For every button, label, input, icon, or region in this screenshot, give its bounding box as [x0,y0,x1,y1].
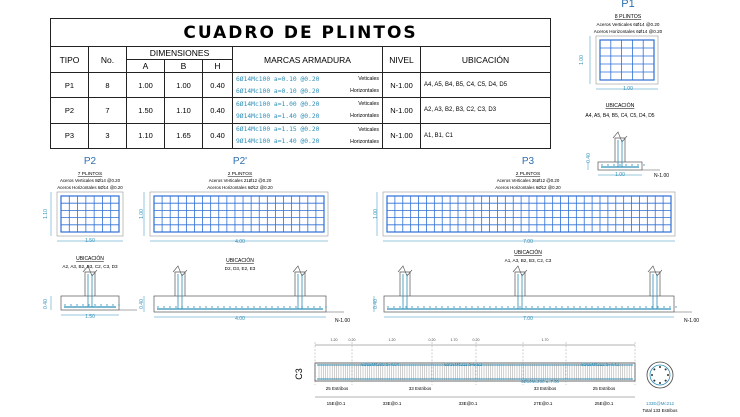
rebar-dot [325,306,326,307]
rebar-dot [163,306,164,307]
rebar-mesh-border [61,196,119,232]
p2-section [51,266,137,315]
p1-sec-side: 0.40 [586,153,592,163]
p2-ubic-title: UBICACIÓN [76,256,104,262]
header-h: H [203,60,233,73]
rebar-dot [76,304,77,305]
header-marcas: MARCAS ARMADURA [233,47,383,73]
marca-kind-horizontal: Horizontales [350,138,379,145]
rebar-dot [615,306,616,307]
column-stub [615,138,625,162]
row-h: 0.40 [203,73,233,98]
column-stub [515,272,525,296]
row-ubicacion: A2, A3, B2, B3, C2, C3, D3 [421,98,551,123]
rebar-dot [645,306,646,307]
row-no: 3 [89,123,127,148]
row-no: 7 [89,98,127,123]
rebar-dot [639,306,640,307]
rebar-dot [393,306,394,307]
longitudinal-bar [653,380,655,382]
rebar-dot [525,306,526,307]
column-stub [85,272,95,296]
p3-ubic: A1, A3, B2, B3, C2, C3 [504,258,552,263]
row-nivel: N-1.00 [383,73,421,98]
footing-outline [57,192,123,236]
p2-ubic: A2, A3, B2, B3, C2, C3, D3 [62,264,118,269]
rebar-dot [465,306,466,307]
p2prime-ubic: D2, D3, E2, E3 [224,266,256,271]
beam-marca-bottom-2: 6Ø16Mc208 a=7.50 [521,379,559,384]
rebar-dot [625,164,626,165]
rebar-dot [633,306,634,307]
rebar-dot [112,304,113,305]
beam-top-dim: 1.70 [541,338,549,342]
p2prime-dim-side: 1.00 [139,209,145,219]
rebar-dot [573,306,574,307]
marca-kind-vertical: Veticales [358,126,379,133]
rebar-dot [531,306,532,307]
rebar-dot [435,306,436,307]
beam-estribos-4: 25 Estribos [592,386,616,391]
rebar-mesh-border [600,40,654,80]
rebar-dot [579,306,580,307]
rebar-dot [609,306,610,307]
p1-level: N-1.00 [654,173,670,179]
p3-title: P3 [521,156,535,167]
beam-marca-top-2: 6Ø16Mc212 a=4.42 [581,362,619,367]
row-h: 0.40 [203,123,233,148]
rebar-dot [471,306,472,307]
rebar-dot [70,304,71,305]
footing-outline [150,192,328,236]
marca-horizontal: 6Ø14Mc100 a=0.10 @0.20 [236,87,320,95]
marca-vertical: 6Ø14Mc100 a=1.00 @0.20 [236,100,320,108]
marca-kind-horizontal: Horizontales [350,88,379,95]
beam-stirrup-mark: 133E@Mc212 [646,401,674,406]
longitudinal-bar [665,368,667,370]
rebar-dot [82,304,83,305]
beam-top-dim: 0.20 [348,338,356,342]
p2-note-horizontal: Aceros Horizontales 6Ø14 @0.20 [57,185,123,190]
p3-sec-bottom: 7.00 [523,316,533,322]
footing-section-outline [598,162,642,170]
marca-kind-horizontal: Horizontales [350,113,379,120]
beam-bottom-dim-1: 15E@0.1 [326,401,346,406]
beam-estribos-1: 25 Estribos [325,386,349,391]
rebar-dot [94,304,95,305]
rebar-dot [205,306,206,307]
p2-dim-bottom: 1.50 [85,238,95,244]
rebar-dot [417,306,418,307]
rebar-dot [423,306,424,307]
footing-section-outline [61,296,119,310]
p3-note-vertical: Aceros Verticales 36Ø12 @0.20 [496,178,560,183]
rebar-dot [603,306,604,307]
rebar-dot [313,306,314,307]
p1-ubic-title: UBICACIÓN [605,103,635,109]
rebar-dot [157,306,158,307]
marca-kind-vertical: Veticales [358,101,379,108]
p2prime-level: N-1.00 [335,318,351,324]
rebar-dot [253,306,254,307]
rebar-dot [489,306,490,307]
rebar-dot [429,306,430,307]
table-title: CUADRO DE PLINTOS [51,19,551,47]
beam-top-dim: 0.20 [472,338,480,342]
rebar-dot [235,306,236,307]
row-no: 8 [89,73,127,98]
header-dimensiones: DIMENSIONES [127,47,233,60]
row-nivel: N-1.00 [383,98,421,123]
row-b: 1.10 [165,98,203,123]
rebar-dot [88,304,89,305]
rebar-dot [106,304,107,305]
rebar-dot [289,306,290,307]
p2prime-sec-bottom: 4.00 [235,316,245,322]
p2-sec-bottom: 1.50 [85,314,95,320]
footing-outline [596,36,658,84]
p2prime-sec-side: 0.40 [139,299,145,309]
rebar-dot [519,306,520,307]
beam-bottom-dim-4: 27E@0.1 [533,401,553,406]
rebar-dot [601,164,602,165]
p2-note-vertical: Aceros Verticales 8Ø14 @0.20 [59,178,121,183]
longitudinal-bar [667,374,669,376]
rebar-dot [447,306,448,307]
beam-top-dim: 1.20 [330,338,338,342]
header-ubicacion: UBICACIÓN [421,47,551,73]
p3-level: N-1.00 [684,318,700,324]
header-b: B [165,60,203,73]
rebar-dot [295,306,296,307]
column-stub [400,272,410,296]
header-a: A [127,60,165,73]
row-a: 1.10 [127,123,165,148]
rebar-dot [229,306,230,307]
beam-bottom-dim-3: 33E@0.1 [458,401,478,406]
beam-estribos-2: 33 Estribos [408,386,432,391]
rebar-dot [217,306,218,307]
p1-ubic: A4, A5, B4, B5, C4, C5, D4, D5 [585,113,655,119]
rebar-dot [663,306,664,307]
p1-note-horizontal: Aceros Horizontales 6Ø14 @0.20 [593,29,663,34]
row-tipo: P1 [51,73,89,98]
rebar-dot [483,306,484,307]
p2-title: P2 [83,156,97,167]
p2prime-plan-grid [144,192,328,241]
rebar-dot [411,306,412,307]
rebar-dot [181,306,182,307]
beam-marca-top-1: 6Ø16Mc211 a=5.52 [444,362,482,367]
rebar-dot [307,306,308,307]
p3-note-horizontal: Aceros Horizontales 6Ø12 @0.20 [495,185,561,190]
p3-count: 2 PLINTOS [515,172,541,177]
rebar-dot [651,306,652,307]
rebar-dot [495,306,496,307]
p2-sec-side: 0.40 [43,299,49,309]
longitudinal-bar [659,382,661,384]
rebar-dot [567,306,568,307]
marca-horizontal: 9Ø14Mc100 a=1.40 @0.20 [236,112,320,120]
rebar-dot [669,306,670,307]
rebar-dot [100,304,101,305]
p2prime-section [144,266,344,317]
p3-dim-side: 1.00 [373,209,379,219]
rebar-dot [169,306,170,307]
rebar-dot [223,306,224,307]
p2prime-count: 2 PLINTOS [227,172,253,177]
rebar-dot [187,306,188,307]
beam-label: C3 [294,368,304,380]
rebar-dot [657,306,658,307]
rebar-dot [441,306,442,307]
rebar-dot [301,306,302,307]
marca-vertical: 6Ø14Mc100 a=0.10 @0.20 [236,75,320,83]
rebar-dot [477,306,478,307]
rebar-dot [591,306,592,307]
marca-horizontal: 9Ø14Mc100 a=1.40 @0.20 [236,138,320,146]
beam-estribos-3: 33 Estribos [533,386,557,391]
column-stub [650,272,660,296]
rebar-dot [627,306,628,307]
rebar-dot [613,164,614,165]
rebar-dot [247,306,248,307]
rebar-dot [501,306,502,307]
p1-dim-bottom: 1.00 [623,86,633,92]
rebar-dot [277,306,278,307]
beam-marca-bottom-1: 6Ø16Mc209 a=4.04 [361,362,399,367]
row-b: 1.00 [165,73,203,98]
beam-bottom-dim-2: 33E@0.1 [382,401,402,406]
longitudinal-bar [651,374,653,376]
row-a: 1.00 [127,73,165,98]
beam-cross-section [647,362,673,388]
longitudinal-bar [665,380,667,382]
p1-title: P1 [621,0,635,10]
p1-note-vertical: Aceros Verticales 6Ø14 @0.20 [596,22,660,27]
rebar-dot [549,306,550,307]
rebar-dot [399,306,400,307]
rebar-dot [643,164,644,165]
longitudinal-bar [659,366,661,368]
p3-ubic-title: UBICACIÓN [514,250,542,256]
p1-sec-bottom: 1.00 [615,172,625,178]
row-b: 1.65 [165,123,203,148]
p2prime-title: P2' [232,156,248,167]
rebar-dot [118,304,119,305]
p3-sec-side: 0.40 [373,299,379,309]
rebar-dot [405,306,406,307]
rebar-mesh-border [154,196,324,232]
rebar-dot [387,306,388,307]
rebar-dot [621,306,622,307]
p3-dim-bottom: 7.00 [523,239,533,245]
rebar-dot [265,306,266,307]
rebar-dot [631,164,632,165]
marca-vertical: 6Ø14Mc100 a=1.15 @0.20 [236,126,320,134]
beam-stirrup-total: Total 133 Estribos [642,408,678,413]
p1-dim-side: 1.00 [579,55,585,65]
rebar-dot [585,306,586,307]
rebar-dot [259,306,260,307]
p2-plan-grid [51,192,123,241]
rebar-dot [193,306,194,307]
p3-section [374,266,692,317]
rebar-dot [241,306,242,307]
rebar-dot [619,164,620,165]
beam-top-dim: 1.70 [450,338,458,342]
beam-top-dim: 1.20 [388,338,396,342]
rebar-dot [453,306,454,307]
rebar-dot [637,164,638,165]
rebar-dot [175,306,176,307]
p2prime-ubic-title: UBICACIÓN [226,258,254,264]
rebar-dot [211,306,212,307]
row-ubicacion: A4, A5, B4, B5, C4, C5, D4, D5 [421,73,551,98]
rebar-dot [271,306,272,307]
row-h: 0.40 [203,98,233,123]
p2prime-dim-bottom: 4.00 [235,239,245,245]
rebar-dot [513,306,514,307]
rebar-dot [283,306,284,307]
rebar-dot [561,306,562,307]
header-tipo: TIPO [51,47,89,73]
rebar-dot [507,306,508,307]
p1-count: 8 PLINTOS [614,14,642,20]
row-tipo: P2 [51,98,89,123]
rebar-dot [64,304,65,305]
header-nivel: NIVEL [383,47,421,73]
p3-plan-grid [377,192,675,241]
beam-bottom-dim-5: 25E@0.1 [594,401,614,406]
p2prime-note-horizontal: Aceros Horizontales 6Ø12 @0.20 [207,185,273,190]
rebar-dot [199,306,200,307]
column-stub [295,272,305,296]
row-ubicacion: A1, B1, C1 [421,123,551,148]
rebar-dot [675,306,676,307]
beam-top-dim: 0.20 [428,338,436,342]
rebar-dot [555,306,556,307]
marca-kind-vertical: Veticales [358,76,379,83]
row-tipo: P3 [51,123,89,148]
p2-dim-side: 1.10 [43,209,49,219]
p1-section [588,132,660,175]
header-no: No. [89,47,127,73]
p1-plan-grid [590,36,658,89]
beam-c3-elevation [315,338,673,397]
rebar-dot [319,306,320,307]
rebar-dot [607,164,608,165]
rebar-dot [597,306,598,307]
p2-count: 7 PLINTOS [77,172,103,177]
row-a: 1.50 [127,98,165,123]
column-stub [175,272,185,296]
longitudinal-bar [653,368,655,370]
rebar-dot [537,306,538,307]
rebar-dot [543,306,544,307]
p2prime-note-vertical: Aceros Verticales 21Ø12 @0.20 [208,178,272,183]
row-nivel: N-1.00 [383,123,421,148]
rebar-dot [459,306,460,307]
